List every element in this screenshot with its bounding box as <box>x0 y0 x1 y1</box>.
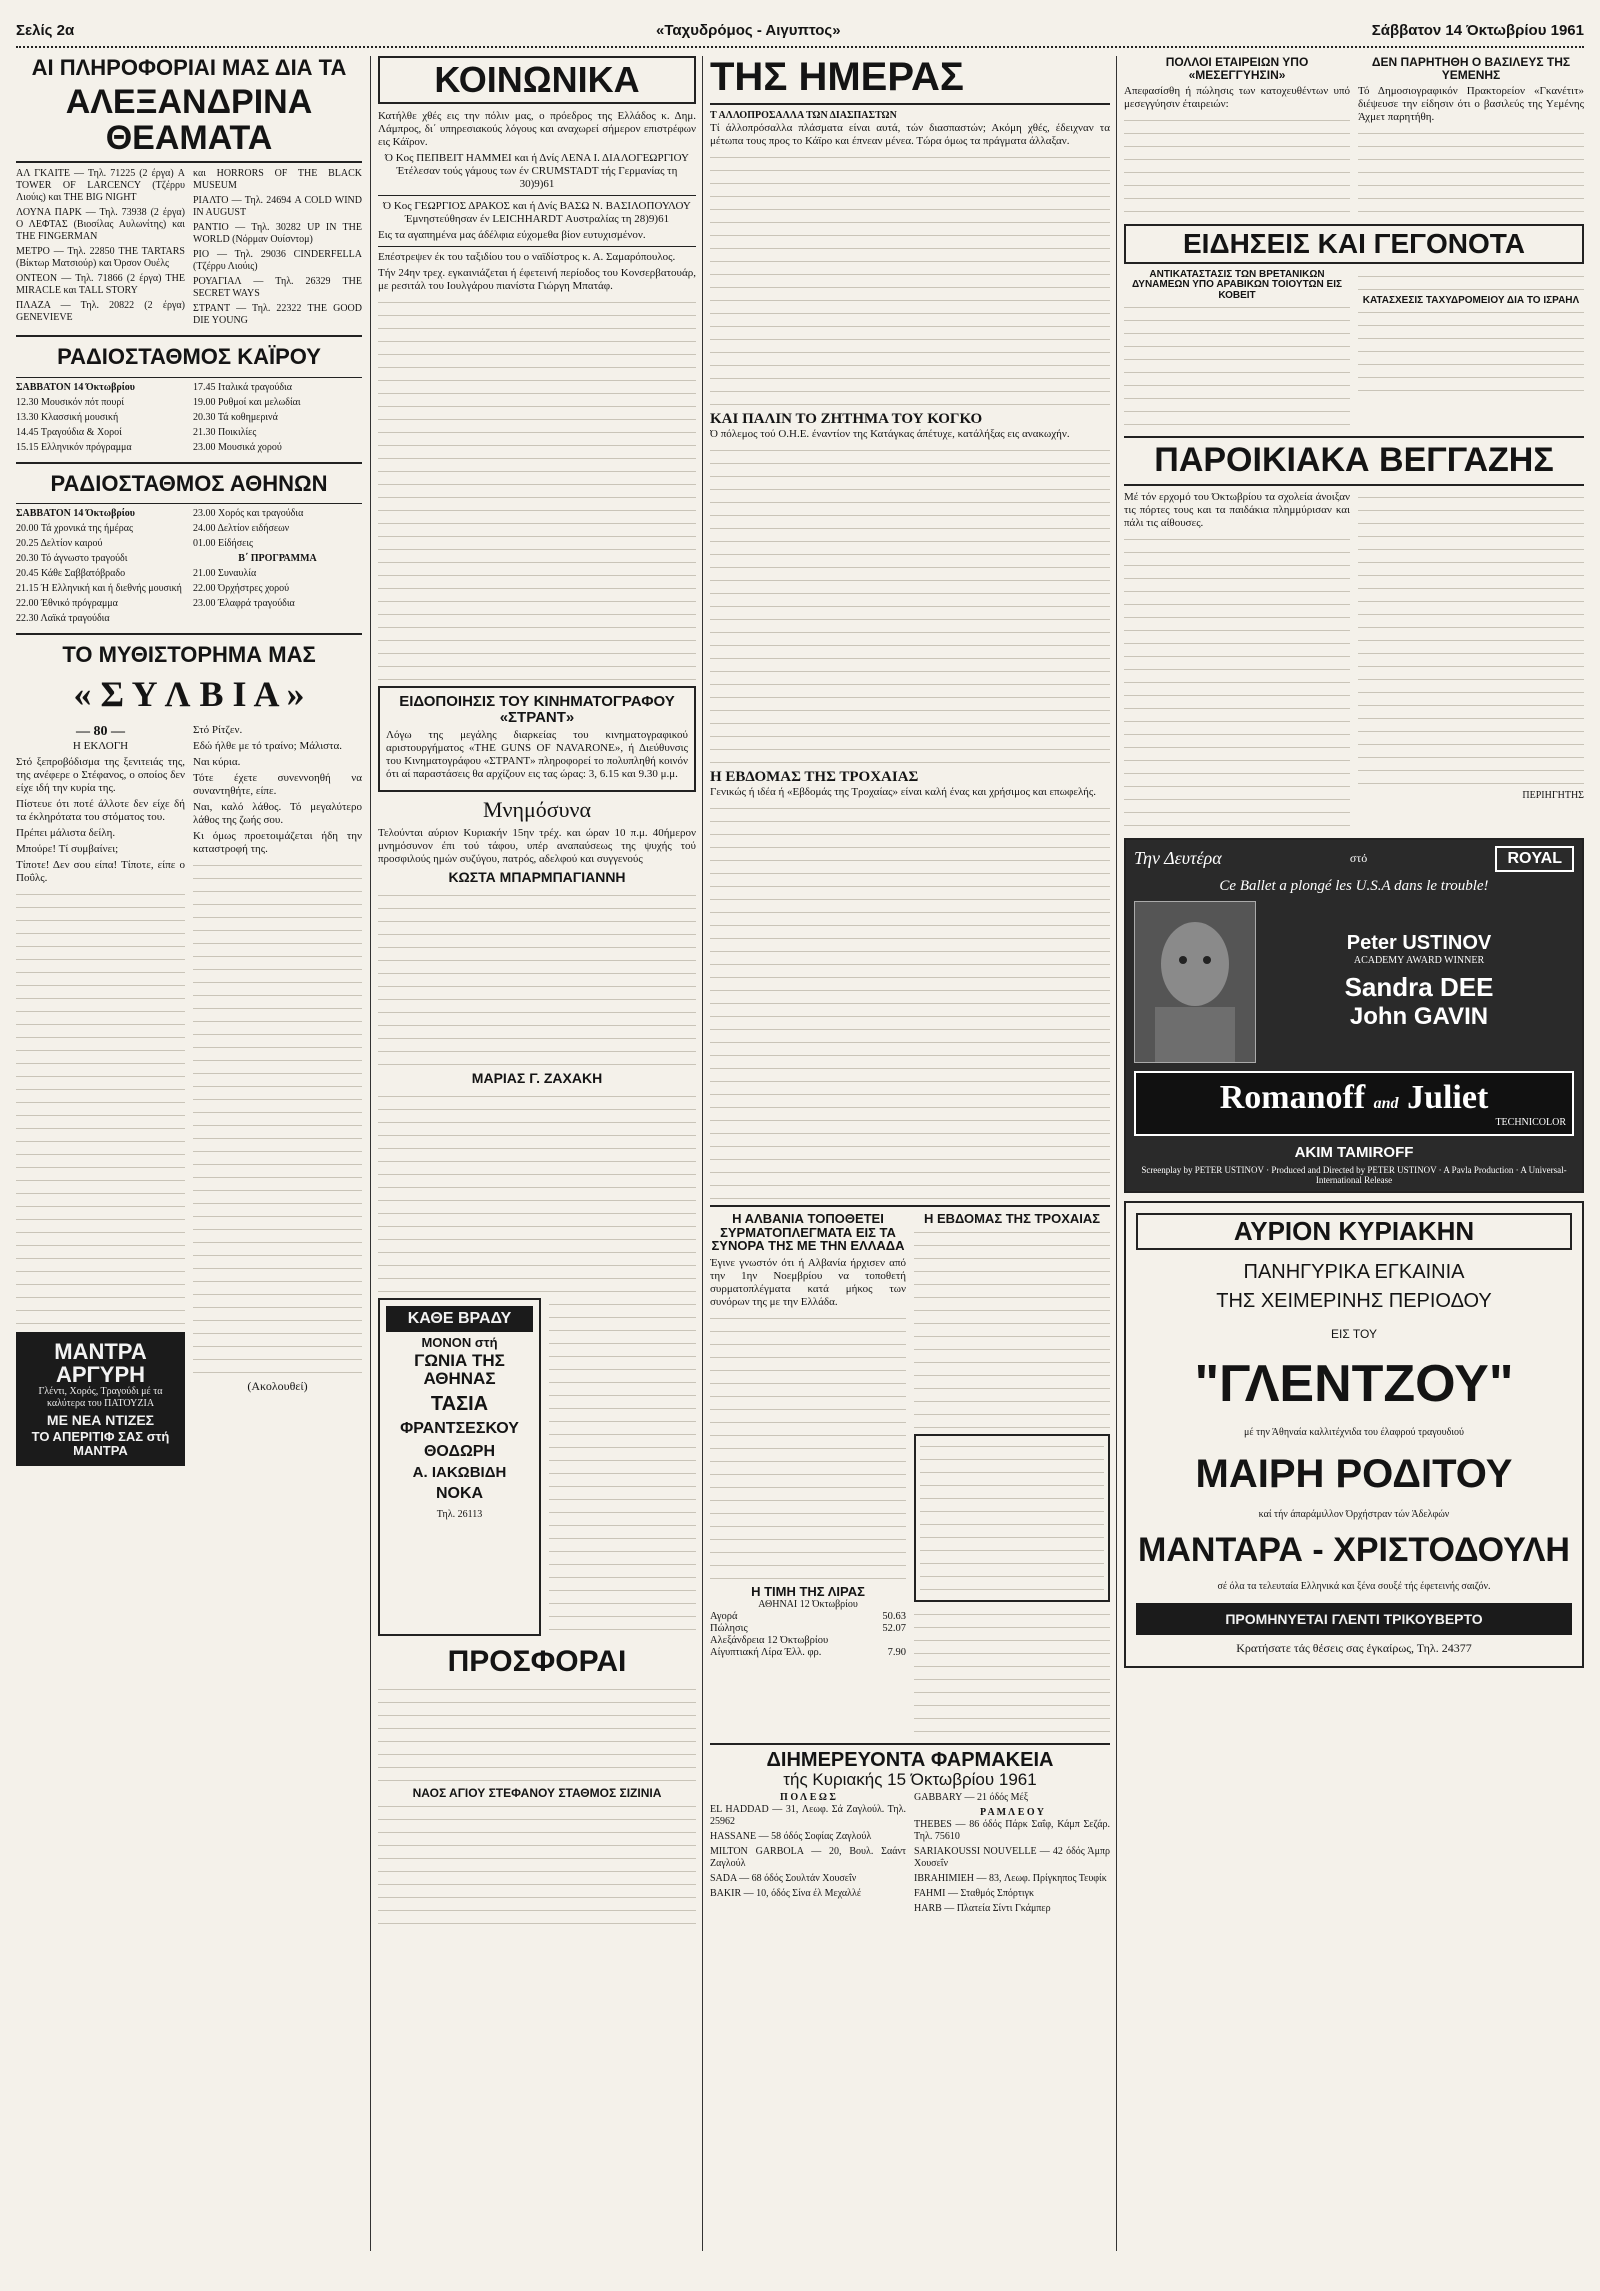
news-item-heading: ΑΝΤΙΚΑΤΑΣΤΑΣΙΣ ΤΩΝ ΒΡΕΤΑΝΙΚΩΝ ΔΥΝΑΜΕΩΝ ΥΠΟ ΑΡΑΒΙΚΩΝ ΤΟΙΟΥΤΩΝ ΕΙΣ ΚΟΒΕΙΤ <box>1132 268 1342 301</box>
radio-slot: 19.00 Ρυθμοί και μελωδίαι <box>193 396 301 408</box>
radio-slot: 01.00 Είδήσεις <box>193 537 253 549</box>
news-item-heading: ΚΑΤΑΣΧΕΣΙΣ ΤΑΧΥΔΡΟΜΕΙΟΥ ΔΙΑ ΤΟ ΙΣΡΑΗΛ <box>1362 294 1580 306</box>
cinema-entry: ΠΛΑΖΑ — Τηλ. 20822 (2 έργα) GENEVIEVE <box>16 300 185 324</box>
pharmacy-entry: EL HADDAD — 31, Λεωφ. Σά Ζαγλούλ. Τηλ. 25962 <box>710 1804 906 1828</box>
novel-paragraph: Κι όμως προετοιμάζεται ήδη την καταστροφή της. <box>193 829 362 855</box>
ad-title: ΚΑΘΕ ΒΡΑΔΥ <box>407 1309 512 1327</box>
ad-venue: ΓΩΝΙΑ ΤΗΣ ΑΘΗΝΑΣ <box>414 1351 505 1389</box>
cinema-entry: και HORRORS OF THE BLACK MUSEUM <box>193 168 362 192</box>
ad-day: Την Δευτέρα <box>1134 848 1222 869</box>
film-star: Sandra DEE <box>1344 972 1494 1003</box>
performer-name: ΘΟΔΩΡΗ <box>423 1442 495 1460</box>
pharmacy-heading: ΔΙΗΜΕΡΕΥΟΝΤΑ ΦΑΡΜΑΚΕΙΑ <box>766 1748 1054 1771</box>
performer-name: Α. ΙΑΚΩΒΙΔΗ <box>412 1463 507 1481</box>
ad-foot: ΤΟ ΑΠΕΡΙΤΙΦ ΣΑΣ στή ΜΑΝΤΡΑ <box>31 1429 170 1459</box>
ad-at: στό <box>1349 851 1368 866</box>
radio-slot: 22.00 Όρχήστρες χορού <box>193 582 290 594</box>
church-heading: ΝΑΟΣ ΑΓΙΟΥ ΣΤΕΦΑΝΟΥ ΣΤΑΘΜΟΣ ΣΙΖΙΝΙΑ <box>412 1786 662 1801</box>
novel-body <box>16 724 362 1466</box>
film-tagline: Ce Ballet a plongé les U.S.A dans le trouble! <box>1219 877 1489 894</box>
ad-sub: ΠΑΝΗΓΥΡΙΚΑ ΕΓΚΑΙΝΙΑ <box>1243 1261 1465 1284</box>
novel-paragraph: Πρέπει μάλιστα δείλη. <box>16 826 116 839</box>
ad-promo: ΠΡΟΜΗΝΥΕΤΑΙ ΓΛΕΝΤΙ ΤΡΙΚΟΥΒΕΡΤΟ <box>1136 1603 1572 1635</box>
radio-slot: 21.00 Συναυλία <box>193 567 257 579</box>
actor-portrait <box>1134 901 1256 1063</box>
cinema-entry: ΡΟΥΑΓΙΑΛ — Τηλ. 26329 THE SECRET WAYS <box>193 276 362 300</box>
memorial-heading: Μνημόσυνα <box>482 797 592 823</box>
column-2 <box>378 56 696 2251</box>
continued-note: (Ακολουθεί) <box>247 1378 308 1393</box>
section-heading: Η ΕΒΔΟΜΑΣ ΤΗΣ ΤΡΟΧΑΙΑΣ <box>710 769 919 785</box>
ad-sub: ΜΕ ΝΕΑ ΝΤΙΖΕΣ <box>46 1411 155 1428</box>
film-credits: Screenplay by PETER USTINOV · Produced and Directed by PETER USTINOV · A Pavla Production · A Universal-International Release <box>1141 1164 1567 1185</box>
cinema-entry: ΡΙΑΛΤΟ — Τηλ. 24694 A COLD WIND IN AUGUST <box>193 195 362 219</box>
section-paragraph: Ό πόλεμος τού Ο.Η.Ε. έναντίον της Κατάγκας άπέτυχε, κατάλήξας εις ανακωχήν. <box>710 428 1070 440</box>
lira-row-label: Αγορά <box>710 1610 738 1622</box>
section-paragraph: Τί άλλοπρόσαλλα πλάσματα είναι αυτά, τών διασπαστών; Ακόμη χθές, έδειχναν τα μέτωπα τους προς το Κάϊρο και έπνεαν μένεα. Τώρα όμως τα πράγματα άλλαξαν. <box>710 122 1110 147</box>
ad-singer: ΜΑΙΡΗ ΡΟΔΙΤΟΥ <box>1195 1452 1513 1497</box>
radio-slot: 14.45 Τραγούδια & Χοροί <box>16 426 122 438</box>
novel-paragraph: Στό Ρίτζεν. <box>193 723 243 736</box>
article-heading: ΠΟΛΛΟΙ ΕΤΑΙΡΕΙΩΝ ΥΠΟ «ΜΕΣΕΓΓΥΗΣΙΝ» <box>1165 56 1309 82</box>
wedding-notice: Ό Κος ΠΕΠΒΕΙΤ ΗΑΜΜΕΙ και ή Δνίς ΛΕΝΑ Ι. ΔΙΑΛΟΓΕΩΡΓΙΟΥ Έτέλεσαν τούς γάμους των έν CRUMSTADT τής Γερμανίας τη 30)9)61 <box>385 151 689 190</box>
radio-slot: 23.00 Έλαφρά τραγούδια <box>193 597 295 609</box>
engagement-notice: Ό Κος ΓΕΩΡΓΙΟΣ ΔΡΑΚΟΣ και ή Δνίς ΒΑΣΩ Ν. ΒΑΣΙΛΟΠΟΥΛΟΥ Έμνηστεύθησαν έν LEICHHARDT Αυστραλίας τη 28)9)61 <box>383 199 691 225</box>
memorial-name: ΜΑΡΙΑΣ Γ. ΖΑΧΑΚΗ <box>471 1070 603 1087</box>
performer-name: ΦΡΑΝΤΣΕΣΚΟΥ <box>400 1420 519 1438</box>
novel-heading: ΤΟ ΜΥΘΙΣΤΟΡΗΜΑ ΜΑΣ <box>62 641 316 667</box>
social-paragraph: Κατήλθε χθές εις την πόλιν μας, ο πρόεδρος της Ελλάδος κ. Δημ. Λάμπρος, δι΄ υπηρεσιακούς λόγους και αναχωρεί σήμερον επιστρέφων εις Κάϊρον. <box>378 109 696 148</box>
cinema-entry: ΡΙΟ — Τηλ. 29036 CINDERFELLA (Τζέρρυ Λιούις) <box>193 249 362 273</box>
news-heading: ΕΙΔΗΣΕΙΣ ΚΑΙ ΓΕΓΟΝΟΤΑ <box>1124 224 1584 263</box>
social-paragraph: Επέστρεψεν έκ του ταξιδίου του ο ναϊδίστρος κ. Α. Σαμαρόπουλος. <box>378 250 676 263</box>
cinema-listings <box>16 168 362 330</box>
social-paragraph: Τήν 24ην τρεχ. εγκαινιάζεται ή έφετεινή περίοδος του Κονσερβατουάρ, με ρεσιτάλ του Ιουλγάρου πιανίστα Γιώργη Μπατάφ. <box>378 266 696 292</box>
column-1 <box>16 56 362 2251</box>
newspaper-page <box>16 16 1584 2259</box>
film-star: AKIM TAMIROFF <box>1294 1143 1414 1161</box>
page-number: Σελίς 2α <box>16 22 75 39</box>
paroikia-heading: ΠΑΡΟΙΚΙΑΚΑ ΒΕΓΓΑΖΗΣ <box>1154 441 1554 480</box>
article-heading: Η ΑΛΒΑΝΙΑ ΤΟΠΟΘΕΤΕΙ ΣΥΡΜΑΤΟΠΛΕΓΜΑΤΑ ΕΙΣ ΤΑ ΣΥΝΟΡΑ ΤΗΣ ΜΕ ΤΗΝ ΕΛΛΑΔΑ <box>711 1211 905 1254</box>
section-paragraph: Γενικώς ή ιδέα ή «Εβδομάς της Τροχαίας» είναι καλή ένας και χρήσιμος και επωφελής. <box>710 786 1097 798</box>
column-4 <box>1124 56 1584 2251</box>
novel-paragraph: Ναι, καλό λάθος. Τό μεγαλύτερο λάθος της ζωής σου. <box>193 800 362 826</box>
radio-slot: 15.15 Ελληνικόν πρόγραμμα <box>16 441 132 453</box>
lira-row-label: Αλεξάνδρεια 12 Όκτωβρίου <box>710 1634 829 1646</box>
performer-name: ΝΟΚΑ <box>435 1485 484 1503</box>
film-color-process: TECHNICOLOR <box>1495 1116 1566 1128</box>
radio-cairo-heading: ΡΑΔΙΟΣΤΑΘΜΟΣ ΚΑΪΡΟΥ <box>57 344 321 370</box>
ad-gonia-athinas <box>378 1298 541 1636</box>
memorial-text: Τελούνται αύριον Κυριακήν 15ην τρέχ. και ώραν 10 π.μ. 40ήμερον μνημόσυνον έπι τού τάφου, υπέρ αναπαύσεως της ψυχής τού προσφιλούς ημών συζύγου, πατρός, αδελφού και συγγενούς <box>378 827 696 866</box>
pharmacy-district: Π Ο Λ Ε Ω Σ <box>780 1792 836 1804</box>
lira-row-value: 7.90 <box>887 1646 906 1658</box>
pharmacy-entry: GABBARY — 21 όδός Μέξ <box>914 1792 1029 1804</box>
ad-sub: ΤΗΣ ΧΕΙΜΕΡΙΝΗΣ ΠΕΡΙΟΔΟΥ <box>1216 1290 1492 1313</box>
lira-heading: Η ΤΙΜΗ ΤΗΣ ΛΙΡΑΣ <box>751 1583 865 1599</box>
radio-slot: 22.00 Έθνικό πρόγραμμα <box>16 597 118 609</box>
paroikia-paragraph: Μέ τόν ερχομό του Όκτωβρίου τα σχολεία άνοιξαν τις πόρτες τους και τα παιδάκια πλημμύρισαν και πάλι τις αίθουσες. <box>1124 490 1350 529</box>
pharmacy-entry: SADA — 68 όδός Σουλτάν Χουσεΐν <box>710 1873 857 1885</box>
pharmacy-subheading: τής Κυριακής 15 Όκτωβρίου 1961 <box>783 1769 1037 1789</box>
lira-row-value: 52.07 <box>882 1622 906 1634</box>
radio-slot: 20.30 Τά κοθημερινά <box>193 411 278 423</box>
ad-glentzou <box>1124 1201 1584 1668</box>
ad-band: ΜΑΝΤΑΡΑ - ΧΡΙΣΤΟΔΟΥΛΗ <box>1138 1531 1570 1570</box>
radio-slot: 12.30 Μουσικόν πότ πουρί <box>16 396 125 408</box>
performer-name: ΤΑΣΙΑ <box>430 1393 489 1416</box>
film-star: John GAVIN <box>1349 1003 1489 1031</box>
pharmacy-district: Ρ Α Μ Λ Ε Ο Υ <box>979 1807 1045 1819</box>
portrait-illustration <box>1135 902 1255 1062</box>
radio-athens-schedule <box>16 508 362 628</box>
radio-athens-heading: ΡΑΔΙΟΣΤΑΘΜΟΣ ΑΘΗΝΩΝ <box>50 470 328 496</box>
author-signature: ΠΕΡΙΗΓΗΤΗΣ <box>1522 789 1584 801</box>
lira-row-label: Πώλησις <box>710 1622 748 1634</box>
novel-paragraph: Ναι κύρια. <box>193 755 241 768</box>
ad-sub: ΜΟΝΟΝ στή <box>421 1334 498 1350</box>
cinema-heading-2: ΑΛΕΞΑΝΔΡΙΝΑ ΘΕΑΜΑΤΑ <box>65 83 313 157</box>
social-heading: ΚΟΙΝΩΝΙΚΑ <box>378 56 696 104</box>
film-title-and: and <box>1373 1094 1399 1112</box>
ad-venue: "ΓΛΕΝΤΖΟΥ" <box>1194 1354 1514 1413</box>
pharmacy-entry: HARB — Πλατεία Σίντι Γκάμπερ <box>914 1903 1051 1915</box>
pharmacy-entry: MILTON GARBOLA — 20, Βουλ. Σαάντ Ζαγλούλ <box>710 1846 906 1870</box>
cinema-heading: ΑΙ ΠΛΗΡΟΦΟΡΙΑΙ ΜΑΣ ΔΙΑ ΤΑ <box>31 56 347 80</box>
cinema-entry: ΑΛ ΓΚΑΙΤΕ — Τηλ. 71225 (2 έργα) A TOWER OF LARCENCY (Τζέρρυ Λιούις) και THE BIG NIGHT <box>16 168 185 204</box>
article-paragraph: Τό Δημοσιογραφικόν Πρακτορείον «Γκανέτιτ» διέψευσε την είδησιν ότι ο βασιλεύς της Υεμένης Άχμετ παρητήθη. <box>1358 85 1584 124</box>
radio-slot: 23.00 Μουσικά χορού <box>193 441 282 453</box>
ad-phone: Τηλ. 26113 <box>436 1509 483 1521</box>
ad-title: ΑΥΡΙΟΝ ΚΥΡΙΑΚΗΝ <box>1136 1213 1572 1250</box>
film-award: ACADEMY AWARD WINNER <box>1353 955 1485 967</box>
ad-title: ΕΙΔΟΠΟΙΗΣΙΣ ΤΟΥ ΚΙΝΗΜΑΤΟΓΡΑΦΟΥ «ΣΤΡΑΝΤ» <box>399 692 675 726</box>
radio-day: ΣΑΒΒΑΤΟΝ 14 Όκτωβρίου <box>16 381 135 393</box>
film-star: Peter USTINOV <box>1346 932 1492 955</box>
ad-strand <box>378 686 696 793</box>
lira-row-label: Αίγυπτιακή Λίρα Έλλ. φρ. <box>710 1646 822 1658</box>
cinema-entry: ΣΤΡΑΝΤ — Τηλ. 22322 THE GOOD DIE YOUNG <box>193 303 362 327</box>
radio-slot: 24.00 Δελτίον ειδήσεων <box>193 522 290 534</box>
cinema-entry: ΡΑΝΤΙΟ — Τηλ. 30282 UP IN THE WORLD (Νόρμαν Ουίσντομ) <box>193 222 362 246</box>
pharmacy-entry: THEBES — 86 όδός Πάρκ Σαΐφ, Κάμπ Σεζάρ. Τηλ. 75610 <box>914 1819 1110 1843</box>
ad-at: ΕΙΣ ΤΟΥ <box>1331 1327 1377 1342</box>
pharmacy-entry: BAKIR — 10, όδός Σίνα έλ Μεχαλλέ <box>710 1888 862 1900</box>
ad-title: ΜΑΝΤΡΑ ΑΡΓΥΡΗ <box>54 1338 147 1387</box>
episode-number: — 80 — <box>76 723 125 739</box>
article-heading: Η ΕΒΔΟΜΑΣ ΤΗΣ ΤΡΟΧΑΙΑΣ <box>923 1211 1101 1226</box>
chapter-title: Η ΕΚΛΟΓΗ <box>72 739 129 752</box>
article-paragraph: Απεφασίσθη ή πώλησις των κατοχευθέντων υπό μεσεγγύησιν έταιρειών: <box>1124 85 1350 111</box>
radio-slot: 21.30 Ποικιλίες <box>193 426 257 438</box>
offers-heading: ΠΡΟΣΦΟΡΑΙ <box>447 1644 627 1678</box>
novel-paragraph: Τίποτε! Δεν σου είπα! Τίποτε, είπε ο Ποΰλς. <box>16 858 185 884</box>
cinema-entry: ΟΝΤΕΟΝ — Τηλ. 71866 (2 έργα) THE MIRACLE και TALL STORY <box>16 273 185 297</box>
ad-mandra <box>16 1332 185 1466</box>
masthead <box>16 16 1584 48</box>
pharmacy-entry: FAHMI — Σταθμός Σπόρτιγκ <box>914 1888 1035 1900</box>
film-title <box>1134 1071 1574 1136</box>
cinema-entry: ΜΕΤΡΟ — Τηλ. 22850 THE TARTARS (Βίκτωρ Ματσιούρ) και Όρσον Ουέλς <box>16 246 185 270</box>
radio-slot: Β΄ ΠΡΟΓΡΑΜΜΑ <box>238 552 317 564</box>
radio-slot: 23.00 Χορός και τραγούδια <box>193 507 304 519</box>
pharmacy-entry: SARIAKOUSSI NOUVELLE — 42 όδός Άμπρ Χουσεΐν <box>914 1846 1110 1870</box>
ad-text: Γλέντι, Χορός, Τραγούδι μέ τα καλύτερα του ΠΑΤΟΥΖΙΑ <box>38 1385 163 1409</box>
novel-paragraph: Μπούρε! Τί συμβαίνει; <box>16 842 119 855</box>
novel-paragraph: Πίστευε ότι ποτέ άλλοτε δεν είχε δή τα έκληρότατα του στόματος του. <box>16 797 185 823</box>
article-paragraph: Έγινε γνωστόν ότι ή Αλβανία ήρχισεν από την 1ην Νοεμβρίου να τοποθετή συρματοπλέγματα κατά μήκος των συνόρων της με την Ελλάδα. <box>710 1256 906 1308</box>
radio-slot: 21.15 Ή Ελληνική και ή διεθνής μουσική <box>16 582 182 594</box>
novel-paragraph: Στό ξεπροβόδισμα της ξενιτειάς της, της ανέφερε ο Στέφανος, ο οποίος δεν είχε ιδή την κυρία της. <box>16 755 185 794</box>
article-heading: ΔΕΝ ΠΑΡΗΤΗΘΗ Ο ΒΑΣΙΛΕΥΣ ΤΗΣ ΥΕΜΕΝΗΣ <box>1371 56 1571 82</box>
today-heading: ΤΗΣ ΗΜΕΡΑΣ <box>710 56 964 99</box>
ad-text: μέ την Άθηναία καλλιτέχνιδα του έλαφρού τραγουδιού <box>1244 1427 1464 1439</box>
issue-date: Σάββατον 14 Όκτωβρίου 1961 <box>1371 22 1584 39</box>
novel-title: « Σ Υ Λ Β Ι Α » <box>73 673 305 714</box>
paper-name: «Ταχυδρόμος - Αιγυπτος» <box>656 22 841 39</box>
column-3 <box>710 56 1110 2251</box>
ad-text: καί τήν άπαράμιλλον Όρχήστραν τών Άδελφών <box>1258 1509 1450 1521</box>
film-title-a: Romanoff <box>1219 1078 1366 1116</box>
section-heading: Τ ΑΛΛΟΠΡΟΣΑΛΛΑ ΤΩΝ ΔΙΑΣΠΑΣΤΩΝ <box>710 110 897 121</box>
cinema-entry: ΛΟΥΝΑ ΠΑΡΚ — Τηλ. 73938 (2 έργα) Ο ΛΕΦΤΑΣ (Βιοσίλας Αυλωνίτης) και THE FINGERMAN <box>16 207 185 243</box>
pharmacy-entry: IBRAHIMIEH — 83, Λεωφ. Πρίγκηπος Τευφίκ <box>914 1873 1107 1885</box>
ad-phone: Κρατήσατε τάς θέσεις σας έγκαίρως, Τηλ. 24377 <box>1236 1640 1472 1655</box>
radio-day: ΣΑΒΒΑΤΟΝ 14 Όκτωβρίου <box>16 507 135 519</box>
lira-row-value: 50.63 <box>882 1610 906 1622</box>
memorial-name: ΚΩΣΤΑ ΜΠΑΡΜΠΑΓΙΑΝΝΗ <box>448 869 626 886</box>
ad-text: σέ όλα τα τελευταία Ελληνικά και ξένα σουξέ τής έφετεινής σαιζόν. <box>1217 1580 1491 1592</box>
film-title-b: Juliet <box>1407 1078 1489 1116</box>
ad-film-romanoff <box>1124 838 1584 1193</box>
novel-paragraph: Τότε έχετε συνεννοηθή να συναντηθήτε, είπε. <box>193 771 362 797</box>
lira-place: ΑΘΗΝΑΙ 12 Όκτωβρίου <box>758 1598 858 1610</box>
radio-slot: 20.25 Δελτίον καιρού <box>16 537 103 549</box>
pharmacy-entry: HASSANE — 58 όδός Σοφίας Ζαγλούλ <box>710 1831 872 1843</box>
radio-slot: 20.00 Τά χρονικά της ήμέρας <box>16 522 133 534</box>
section-heading: ΚΑΙ ΠΑΛΙΝ ΤΟ ΖΗΤΗΜΑ ΤΟΥ ΚΟΓΚΟ <box>710 411 983 427</box>
social-paragraph: Εις τα αγαπημένα μας άδέλφια εύχομεθα βίον ευτυχισμένον. <box>378 228 646 241</box>
radio-slot: 13.30 Κλασσική μουσική <box>16 411 119 423</box>
radio-slot: 20.30 Τό άγνωστο τραγούδι <box>16 552 128 564</box>
radio-slot: 22.30 Λαϊκά τραγούδια <box>16 612 110 624</box>
radio-slot: 17.45 Ιταλικά τραγούδια <box>193 381 292 393</box>
cinema-logo: ROYAL <box>1495 846 1574 872</box>
radio-cairo-schedule <box>16 382 362 457</box>
novel-paragraph: Εδώ ήλθε με τό τραίνο; Μάλιστα. <box>193 739 343 752</box>
radio-slot: 20.45 Κάθε Σαββατόβραδο <box>16 567 126 579</box>
ad-text: Λόγω της μεγάλης διαρκείας του κινηματογραφικού αριστουργήματος «THE GUNS OF NAVARONE», ή Διεύθυνσις του Κινηματογράφου «ΣΤΡΑΝΤ» πληροφορεί το πολυπληθή κοινόν ότι αί παραστάσεις θα αρχίζουν εις τας ώρας: 3, 6.15 και 9.30 μ.μ. <box>386 729 688 781</box>
